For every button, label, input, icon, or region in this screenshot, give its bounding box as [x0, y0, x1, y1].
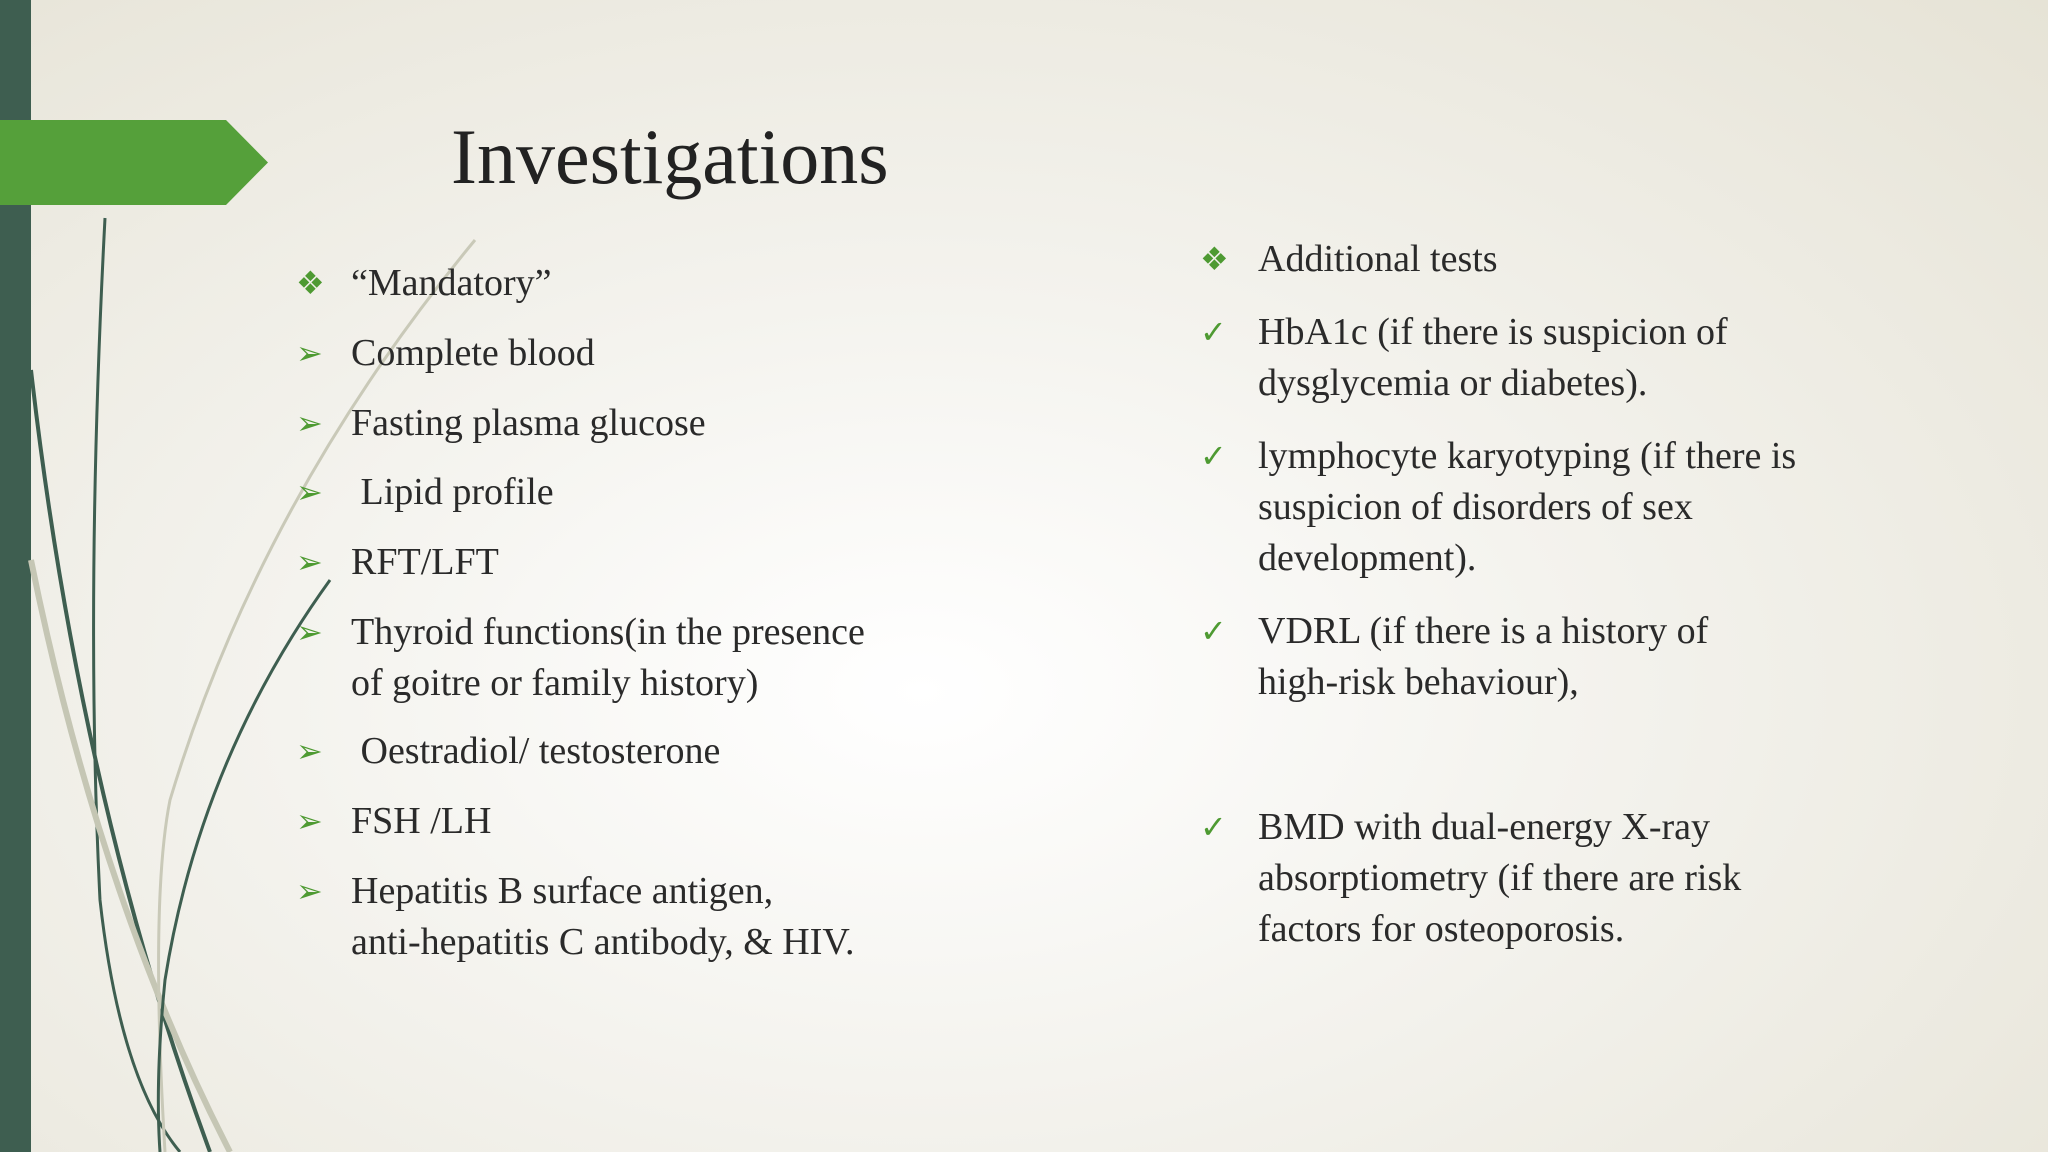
list-item-text: “Mandatory” [351, 262, 552, 304]
list-item-text: anti-hepatitis C antibody, & HIV. [351, 921, 855, 963]
list-item-text: factors for osteoporosis. [1258, 908, 1625, 950]
arrow-bullet-icon: ➢ [296, 803, 323, 839]
list-item-text: Thyroid functions(in the presence [351, 611, 865, 653]
arrow-bullet-icon: ➢ [296, 544, 323, 580]
list-item-text: dysglycemia or diabetes). [1258, 362, 1648, 404]
list-item-text: Oestradiol/ testosterone [351, 730, 721, 772]
list-item-text: development). [1258, 537, 1477, 579]
list-item-text: HbA1c (if there is suspicion of [1258, 311, 1728, 353]
list-item-text: FSH /LH [351, 800, 492, 842]
list-item-text: Lipid profile [351, 471, 554, 513]
arrow-bullet-icon: ➢ [296, 873, 323, 909]
arrow-bullet-icon: ➢ [296, 405, 323, 441]
diamond-bullet-icon: ❖ [296, 265, 325, 301]
checkmark-bullet-icon: ✓ [1200, 613, 1227, 649]
slide-title: Investigations [451, 113, 889, 200]
list-item-text: BMD with dual-energy X-ray [1258, 806, 1711, 848]
checkmark-bullet-icon: ✓ [1200, 314, 1227, 350]
list-item-text: absorptiometry (if there are risk [1258, 857, 1742, 899]
title-arrow-banner [0, 120, 268, 205]
arrow-bullet-icon: ➢ [296, 733, 323, 769]
checkmark-bullet-icon: ✓ [1200, 809, 1227, 845]
list-item-text: Additional tests [1258, 238, 1498, 280]
list-item-text: Hepatitis B surface antigen, [351, 870, 774, 912]
list-item-text: lymphocyte karyotyping (if there is [1258, 435, 1797, 477]
arrow-bullet-icon: ➢ [296, 474, 323, 510]
list-item-text: suspicion of disorders of sex [1258, 486, 1693, 528]
arrow-bullet-icon: ➢ [296, 335, 323, 371]
list-item-text: RFT/LFT [351, 541, 499, 583]
list-item-text: of goitre or family history) [351, 662, 759, 704]
diamond-bullet-icon: ❖ [1200, 241, 1229, 277]
list-item-text: Fasting plasma glucose [351, 402, 706, 444]
list-item-text: high-risk behaviour), [1258, 661, 1579, 703]
checkmark-bullet-icon: ✓ [1200, 438, 1227, 474]
list-item-text: Complete blood [351, 332, 595, 374]
arrow-bullet-icon: ➢ [296, 614, 323, 650]
list-item-text: VDRL (if there is a history of [1258, 610, 1709, 652]
